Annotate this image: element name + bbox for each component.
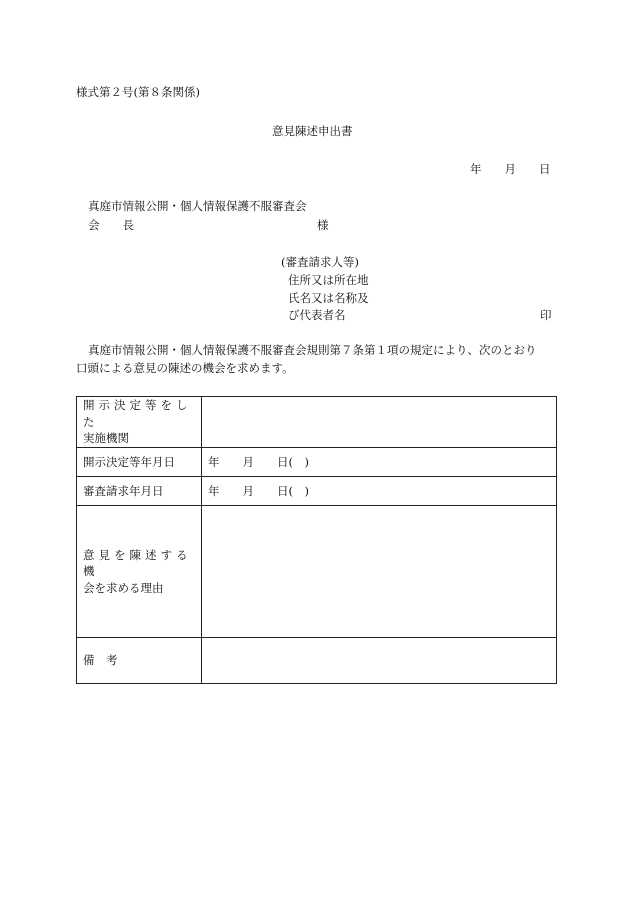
value-request-date[interactable]: 年 月 日( ) bbox=[202, 477, 557, 506]
label-reason bbox=[77, 506, 202, 638]
value-reason[interactable] bbox=[202, 506, 557, 638]
applicant-name-label-2: び代表者名 bbox=[288, 308, 346, 322]
table-row-disclosure-date bbox=[77, 448, 557, 477]
label-agency bbox=[77, 397, 202, 448]
applicant-address-label: 住所又は所在地 bbox=[288, 273, 369, 287]
addressee-honorific: 様 bbox=[317, 218, 329, 232]
document-title: 意見陳述申出書 bbox=[272, 124, 353, 138]
label-agency-line-1: 開示決定等をした bbox=[83, 398, 192, 429]
table-row-request-date bbox=[77, 477, 557, 506]
label-reason-line-2: 会を求める理由 bbox=[83, 580, 164, 595]
body-text-line-1: 真庭市情報公開・個人情報保護不服審査会規則第７条第１項の規定により、次のとおり bbox=[88, 343, 537, 357]
applicant-heading: (審査請求人等) bbox=[281, 255, 359, 269]
addressee-chair: 会 長 bbox=[88, 218, 134, 232]
label-request-date: 審査請求年月日 bbox=[77, 477, 202, 506]
application-table bbox=[76, 396, 557, 684]
date-line: 年 月 日 bbox=[470, 162, 551, 176]
body-text-line-2: 口頭による意見の陳述の機会を求めます。 bbox=[76, 361, 294, 375]
table-row-reason bbox=[77, 506, 557, 638]
label-agency-line-2: 実施機関 bbox=[83, 431, 129, 446]
addressee-organization: 真庭市情報公開・個人情報保護不服審査会 bbox=[88, 199, 307, 213]
label-reason-line-1: 意見を陳述する機 bbox=[83, 547, 192, 579]
applicant-name-label-1: 氏名又は名称及 bbox=[288, 291, 369, 305]
label-remarks: 備 考 bbox=[77, 638, 202, 684]
label-disclosure-date: 開示決定等年月日 bbox=[77, 448, 202, 477]
value-remarks[interactable] bbox=[202, 638, 557, 684]
value-agency[interactable] bbox=[202, 397, 557, 448]
table-row-remarks bbox=[77, 638, 557, 684]
seal-mark: 印 bbox=[540, 308, 552, 322]
form-number: 様式第２号(第８条関係) bbox=[76, 85, 200, 99]
table-row-agency bbox=[77, 397, 557, 448]
value-disclosure-date[interactable]: 年 月 日( ) bbox=[202, 448, 557, 477]
